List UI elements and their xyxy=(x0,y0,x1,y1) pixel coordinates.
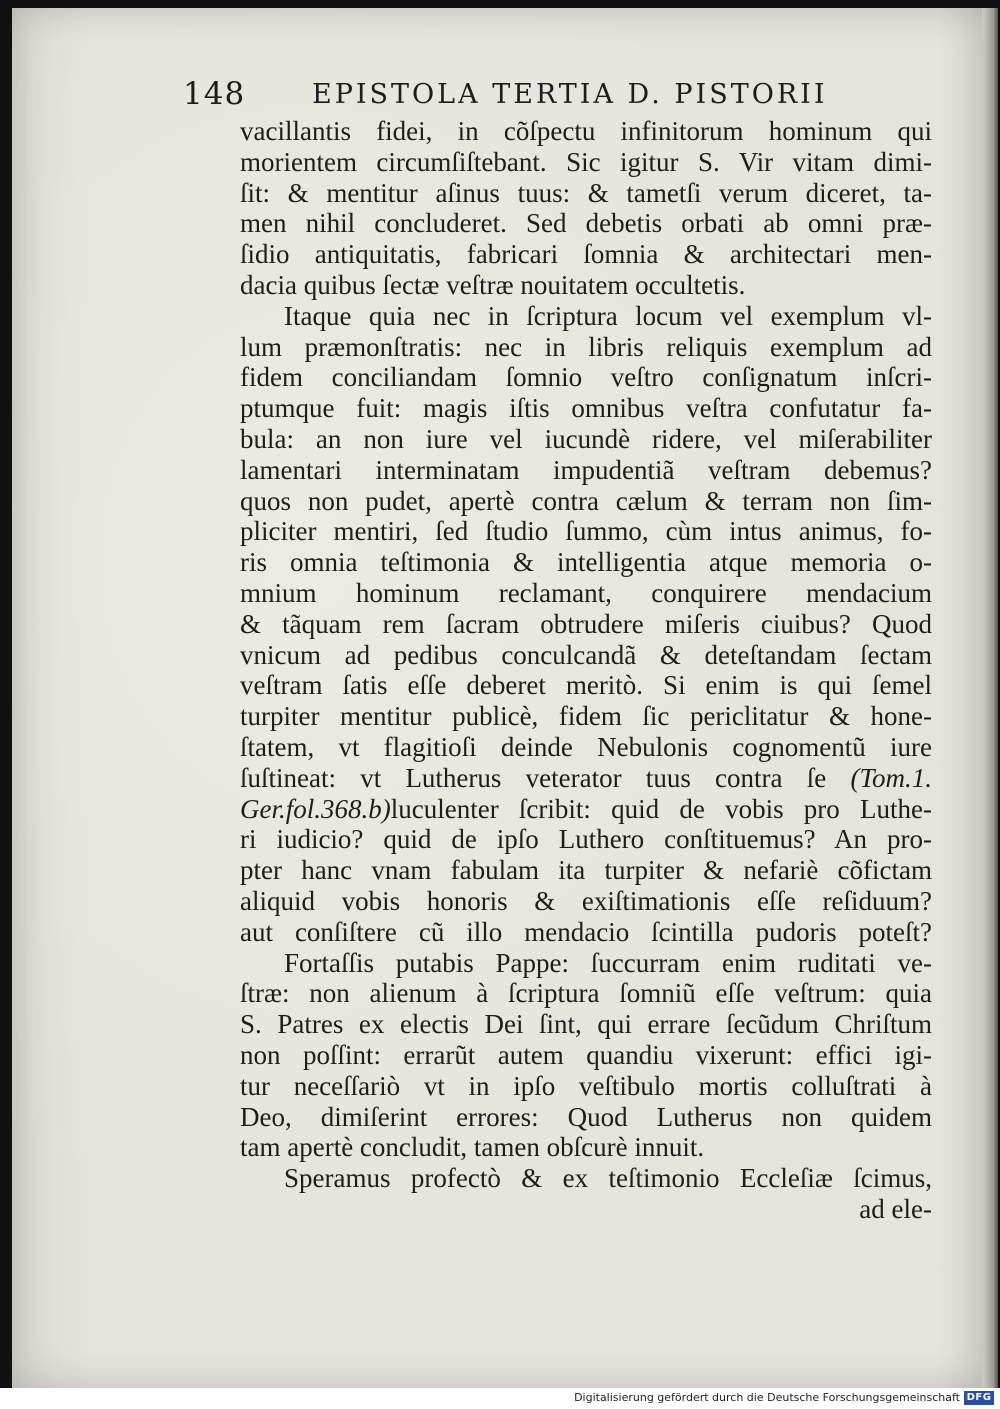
text-line: ſtræ: non alienum à ſcriptura ſomniũ eſſe veſtrum: quia xyxy=(240,978,932,1009)
text-line: ſidio antiquitatis, fabricari ſomnia & architectari men- xyxy=(240,239,932,270)
page-edge xyxy=(982,8,998,1388)
text-line: tam apertè concludit, tamen obſcurè innuit. xyxy=(240,1132,705,1163)
catchword: ad ele- xyxy=(859,1193,932,1224)
text-line: ptumque fuit: magis iſtis omnibus veſtra confutatur fa- xyxy=(240,393,932,424)
text-line: lamentari interminatam impudentiã veſtram debemus? xyxy=(240,454,932,485)
text-line: bula: an non iure vel iucundè ridere, vel miſerabiliter xyxy=(240,423,932,454)
text-line: vacillantis fidei, in cõſpectu infinitorum hominum qui xyxy=(240,116,932,146)
text-line: fidem conciliandam ſomnio veſtro conſignatum inſcri- xyxy=(240,362,932,393)
text-line: pter hanc vnam fabulam ita turpiter & nefariè cõfictam xyxy=(240,855,932,886)
dfg-logo: DFG xyxy=(964,1391,994,1405)
text-line: ris omnia teſtimonia & intelligentia atque memoria o- xyxy=(240,547,932,578)
digitization-credit: Digitalisierung gefördert durch die Deutsche Forschungsgemeinschaft xyxy=(574,1391,960,1404)
text-line: Itaque quia nec in ſcriptura locum vel exemplum vl- xyxy=(284,300,932,331)
text-line: lum præmonſtratis: nec in libris reliquis exemplum ad xyxy=(240,331,932,362)
text-line: aut conſiſtere cũ illo mendacio ſcintilla pudoris poteſt? xyxy=(240,916,932,947)
text-line: dacia quibus ſectæ veſtræ nouitatem occultetis. xyxy=(240,269,746,300)
text-line: turpiter mentitur publicè, fidem ſic periclitatur & hone- xyxy=(240,701,932,732)
text-line: ſtatem, vt flagitioſi deinde Nebulonis cognomentũ iure xyxy=(240,731,932,762)
text-line: aliquid vobis honoris & exiſtimationis eſſe reſiduum? xyxy=(240,885,932,916)
text-line-with-ref xyxy=(240,794,932,825)
text-line: Deo, dimiſerint errores: Quod Lutherus non quidem xyxy=(240,1101,932,1132)
text-line: tur neceſſariò vt in ipſo veſtibulo mortis colluſtrati à xyxy=(240,1070,932,1101)
text-line-with-ref xyxy=(240,763,932,794)
text-line: S. Patres ex electis Dei ſint, qui errare ſecũdum Chriſtum xyxy=(240,1009,932,1040)
text-line: men nihil concluderet. Sed debetis orbati ab omni præ- xyxy=(240,208,932,239)
marginal-reference: Ger.fol.368.b) xyxy=(240,793,391,824)
text-line: ſit: & mentitur aſinus tuus: & tametſi verum diceret, ta- xyxy=(240,177,932,208)
text-line: Speramus profectò & ex teſtimonio Eccleſiæ ſcimus, xyxy=(284,1163,932,1194)
marginal-reference: (Tom.1. xyxy=(850,762,932,793)
text-line: morientem circumſiſtebant. Sic igitur S. Vir vitam dimi- xyxy=(240,146,932,177)
text-segment: luculenter ſcribit: quid de vobis pro Luthe- xyxy=(390,793,932,824)
text-line: Fortaſſis putabis Pappe: ſuccurram enim ruditati ve- xyxy=(284,947,932,978)
text-line: veſtram ſatis eſſe deberet meritò. Si enim is qui ſemel xyxy=(240,670,932,701)
running-head xyxy=(183,76,883,120)
running-head-title: EPISTOLA TERTIA D. PISTORII xyxy=(312,79,828,110)
page-number: 148 xyxy=(183,76,246,112)
text-line: quos non pudet, apertè contra cælum & terram non ſim- xyxy=(240,485,932,516)
text-line: vnicum ad pedibus conculcandã & deteſtandam ſectam xyxy=(240,639,932,670)
text-line: & tãquam rem ſacram obtrudere miſeris ciuibus? Quod xyxy=(240,608,932,639)
text-segment: ſuſtineat: vt Lutherus veterator tuus contra ſe xyxy=(240,762,827,793)
text-body xyxy=(240,116,932,1225)
text-line: ri iudicio? quid de ipſo Luthero conſtituemus? An pro- xyxy=(240,824,932,855)
text-line: mnium hominum reclamant, conquirere mendacium xyxy=(240,577,932,608)
text-line: non poſſint: errarũt autem quandiu vixerunt: effici igi- xyxy=(240,1039,932,1070)
text-line: pliciter mentiri, ſed ſtudio ſummo, cùm intus animus, fo- xyxy=(240,516,932,547)
footer-bar xyxy=(0,1388,1000,1409)
